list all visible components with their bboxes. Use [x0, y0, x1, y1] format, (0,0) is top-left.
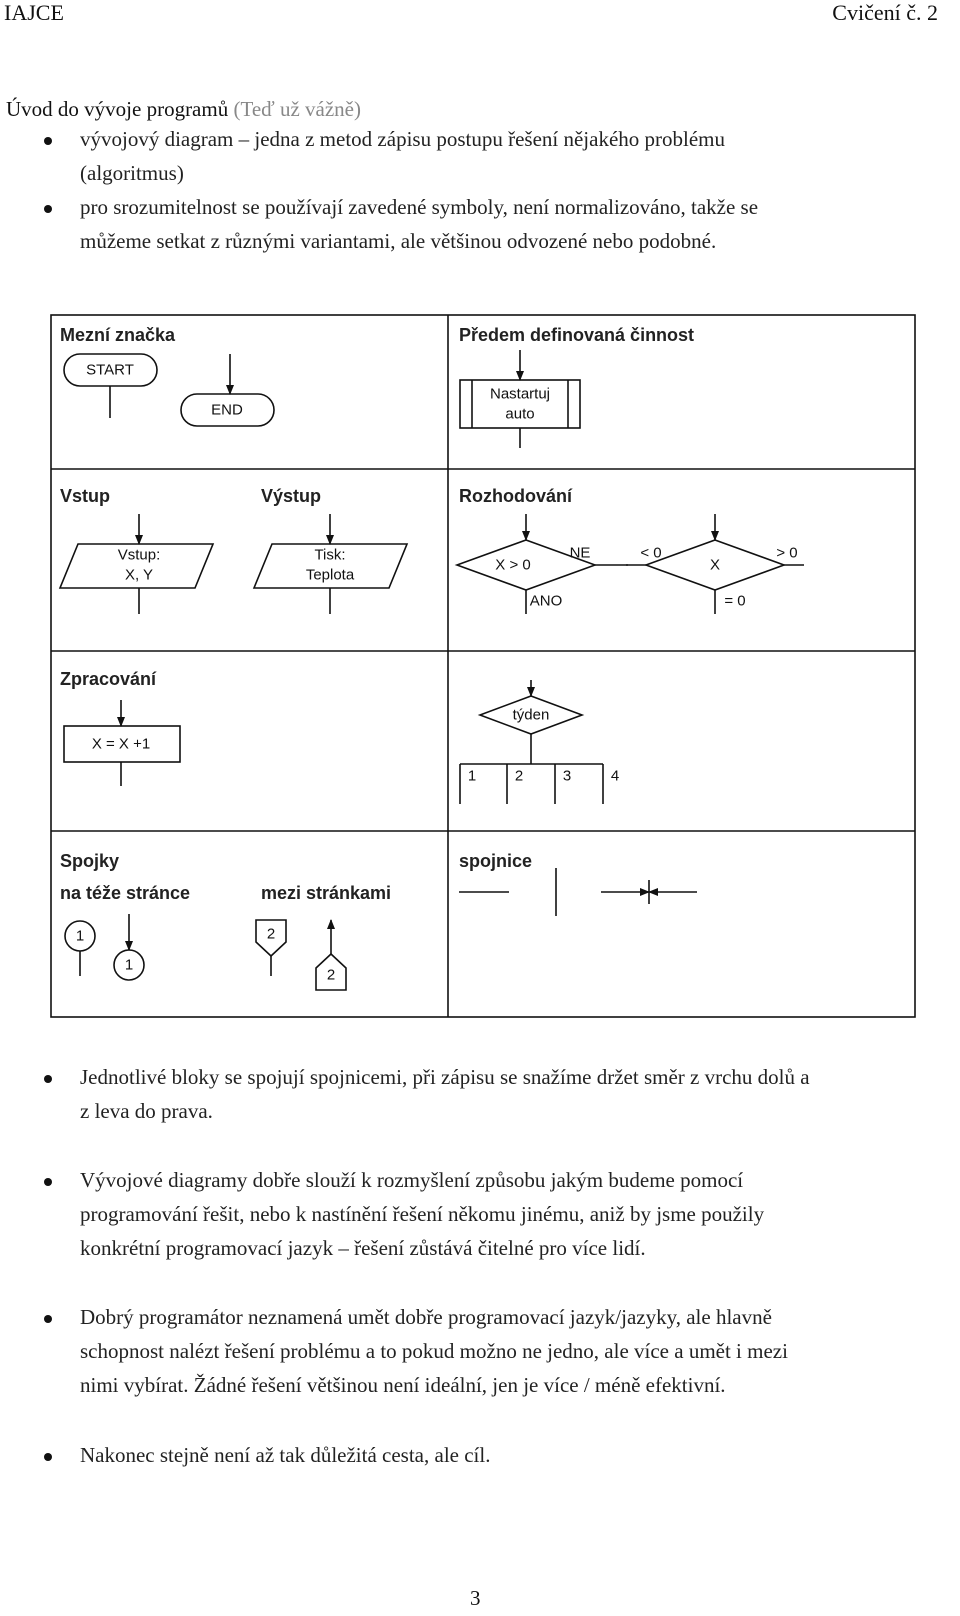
- predefined-title: Předem definovaná činnost: [459, 324, 695, 345]
- header-exercise: Cvičení č. 2: [832, 0, 938, 25]
- process-title: Zpracování: [60, 668, 157, 689]
- connector-number: 2: [266, 925, 276, 943]
- intro-bullet-2: [80, 190, 950, 258]
- connectors-title: Spojky: [60, 850, 120, 871]
- between-pages-label: mezi stránkami: [261, 882, 392, 903]
- bullet-dot: [44, 205, 52, 213]
- decision-gt-label: > 0: [776, 544, 798, 562]
- bullet-dot: [44, 1075, 52, 1083]
- input-line1: Vstup:: [117, 546, 161, 564]
- text-line: konkrétní programovací jazyk – řešení zůstává čitelné pro více lidí.: [80, 1236, 646, 1260]
- text-line: Nakonec stejně není až tak důležitá cesta, ale cíl.: [80, 1443, 491, 1467]
- flowchart-symbols-figure: [50, 314, 916, 1018]
- bullet-dot: [44, 137, 52, 145]
- same-page-label: na téže stránce: [60, 882, 191, 903]
- decision-variable: X: [709, 556, 721, 574]
- figure-frame: [51, 315, 915, 1017]
- page-number: 3: [470, 1586, 481, 1610]
- body-bullet-1: [80, 1060, 950, 1128]
- connector-number: 1: [124, 956, 134, 974]
- section-heading: [6, 92, 361, 126]
- switch-label: týden: [512, 706, 550, 724]
- decision-yes-label: ANO: [529, 592, 563, 610]
- decision-no-label: NE: [569, 544, 591, 562]
- decision-title: Rozhodování: [459, 485, 572, 506]
- process-expression: X = X +1: [91, 735, 151, 753]
- predefined-line2: auto: [505, 405, 535, 423]
- text-line: vývojový diagram – jedna z metod zápisu postupu řešení nějakého problému: [80, 127, 726, 151]
- header-course: IAJCE: [4, 0, 64, 25]
- bullet-dot: [44, 1178, 52, 1186]
- connector-number: 2: [326, 966, 336, 984]
- predefined-line1: Nastartuj: [489, 385, 551, 403]
- text-line: nimi vybírat. Žádné řešení většinou není ideální, jen je více / méně efektivní.: [80, 1373, 726, 1397]
- text-line: Jednotlivé bloky se spojují spojnicemi, při zápisu se snažíme držet směr z vrchu dolů a: [80, 1065, 810, 1089]
- text-line: pro srozumitelnost se používají zavedené symboly, není normalizováno, takže se: [80, 195, 759, 219]
- text-line: z leva do prava.: [80, 1099, 213, 1123]
- switch-case-label: 4: [610, 767, 620, 785]
- decision-lt-label: < 0: [640, 544, 662, 562]
- end-label: END: [211, 401, 243, 419]
- bullet-dot: [44, 1453, 52, 1461]
- text-line: Vývojové diagramy dobře slouží k rozmyšlení způsobu jakým budeme pomocí: [80, 1168, 744, 1192]
- switch-case-label: 1: [467, 767, 477, 785]
- text-line: (algoritmus): [80, 161, 184, 185]
- section-title: Úvod do vývoje programů: [6, 97, 229, 121]
- lines-title: spojnice: [459, 850, 533, 871]
- bullet-dot: [44, 1315, 52, 1323]
- decision-eq-label: = 0: [724, 592, 746, 610]
- switch-case-label: 3: [562, 767, 572, 785]
- body-bullet-2: [80, 1163, 950, 1265]
- text-line: můžeme setkat z různými variantami, ale většinou odvozené nebo podobné.: [80, 229, 717, 253]
- body-bullet-4: [80, 1438, 950, 1472]
- start-label: START: [86, 361, 134, 379]
- terminal-title: Mezní značka: [60, 324, 176, 345]
- text-line: programování řešit, nebo k nastínění řešení někomu jinému, aniž by jsme použily: [80, 1202, 765, 1226]
- switch-case-label: 2: [514, 767, 524, 785]
- decision-condition: X > 0: [495, 556, 531, 574]
- text-line: schopnost nalézt řešení problému a to pokud možno ne jedno, ale více a umět i mezi: [80, 1339, 788, 1363]
- output-line1: Tisk:: [314, 546, 346, 564]
- connector-number: 1: [75, 927, 85, 945]
- input-title: Vstup: [60, 485, 111, 506]
- body-bullet-3: [80, 1300, 950, 1402]
- input-line2: X, Y: [124, 566, 154, 584]
- output-line2: Teplota: [305, 566, 355, 584]
- output-title: Výstup: [261, 485, 322, 506]
- intro-bullet-1: [80, 122, 950, 190]
- section-title-note: (Teď už vážně): [233, 97, 361, 121]
- text-line: Dobrý programátor neznamená umět dobře programovací jazyk/jazyky, ale hlavně: [80, 1305, 772, 1329]
